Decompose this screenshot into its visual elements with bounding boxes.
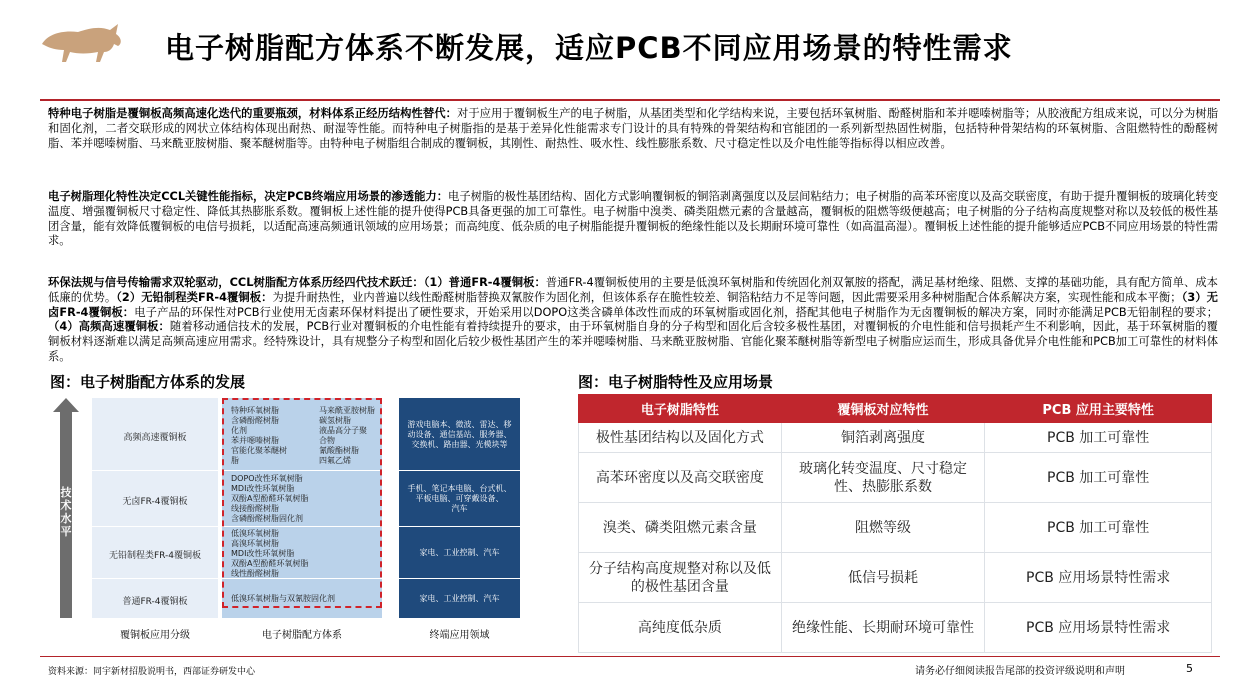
application-line: 交换机、路由器、光模块等: [411, 440, 508, 449]
paragraph-heading: 特种电子树脂是覆铜板高频高速化迭代的重要瓶颈，材料体系正经历结构性替代：: [48, 107, 457, 120]
table-cell: 分子结构高度规整对称以及低的极性基团含量: [579, 553, 782, 603]
formula-line: 官能化聚苯醚树: [231, 446, 287, 455]
paragraph-heading: 电子树脂理化特性决定CCL关键性能指标，决定PCB终端应用场景的渗透能力：: [48, 190, 449, 203]
table-cell: 高苯环密度以及高交联密度: [579, 453, 782, 503]
classification-lead-free: 无铅制程类FR-4覆铜板: [108, 551, 202, 561]
table-row: [579, 553, 1212, 603]
table-cell: 阻燃等级: [781, 503, 985, 553]
application-halogen-free: [401, 484, 518, 514]
formula-line: 氰酸酯树脂: [319, 446, 359, 455]
formula-line: MDI改性环氧树脂: [231, 549, 295, 558]
resin-formula-diagram: [48, 398, 524, 648]
formula-line: 双酚A型酚醛环氧树脂: [231, 559, 309, 568]
formula-line: 脂: [231, 456, 239, 465]
table-cell: PCB 应用场景特性需求: [985, 603, 1212, 653]
paragraph-resin-bottleneck: [48, 107, 1218, 151]
footer-formula: 电子树脂配方体系: [262, 630, 342, 641]
footer-source: 资料来源：同宇新材招股说明书，西部证券研发中心: [48, 667, 256, 677]
table-cell: 玻璃化转变温度、尺寸稳定性、热膨胀系数: [781, 453, 985, 503]
highlight-dashed-box: [222, 398, 382, 608]
application-line: 游戏电脑本、微波、雷达、移: [407, 420, 512, 429]
generation-3-label: （3）无卤FR-4覆铜板：: [48, 290, 1218, 319]
header-ccl-property: 覆铜板对应特性: [781, 395, 985, 423]
formula-line: 特种环氧树脂: [231, 406, 279, 415]
page-title: 电子树脂配方体系不断发展，适应PCB不同应用场景的特性需求: [165, 31, 1013, 65]
page-number: 5: [1186, 662, 1193, 675]
header-resin-property: 电子树脂特性: [579, 395, 782, 423]
table-row: [579, 503, 1212, 553]
formula-line: 线性酚醛树脂: [231, 569, 279, 578]
tech-level-label: 技术水平: [60, 486, 72, 538]
table-cell: 铜箔剥离强度: [781, 423, 985, 453]
generation-4-text: 随着移动通信技术的发展，PCB行业对覆铜板的介电性能有着持续提升的要求，由于环氧树脂自身的分子构型和固化后含较多极性基团，对覆铜板的介电性能和信号损耗产生不利影响，因此，基于环氧树脂的覆铜板材料逐渐难以满足高频高速应用需求。经特殊设计，具有规整分子构型和固化后较少极性基团产生的苯并噁嗪树脂、马来酰亚胺树脂、官能化聚苯醚树脂等新型电子树脂应运而生，形成具备优异介电性能和PCB加工可靠性的材料体系。: [48, 320, 1218, 363]
table-cell: 绝缘性能、长期耐环境可靠性: [781, 603, 985, 653]
footer-divider: [40, 656, 1220, 657]
classification-ordinary: 普通FR-4覆铜板: [122, 597, 188, 607]
paragraph-heading: 环保法规与信号传输需求双轮驱动，CCL树脂配方体系历经四代技术跃迁：: [48, 276, 424, 289]
table-row: [579, 603, 1212, 653]
formula-line: MDI改性环氧树脂: [231, 484, 295, 493]
formula-line: 液晶高分子聚: [319, 426, 367, 435]
table-row: [579, 453, 1212, 503]
footer-classification: 覆铜板应用分级: [120, 630, 190, 641]
application-line: 平板电脑、可穿戴设备、: [415, 494, 504, 503]
bull-logo-icon: [38, 22, 124, 66]
application-ordinary: [401, 594, 518, 604]
table-cell: PCB 加工可靠性: [985, 423, 1212, 453]
header-pcb-property: PCB 应用主要特性: [985, 395, 1212, 423]
table-cell: 溴类、磷类阻燃元素含量: [579, 503, 782, 553]
table-cell: 低信号损耗: [781, 553, 985, 603]
formula-line: 苯并噁嗪树脂: [231, 436, 279, 445]
formula-line: 四氟乙烯: [319, 456, 351, 465]
classification-halogen-free: 无卤FR-4覆铜板: [122, 497, 188, 507]
formula-line: 线接酚醛树脂: [231, 504, 279, 513]
formula-line: DOPO改性环氧树脂: [231, 474, 303, 483]
application-line: 家电、工业控制、汽车: [419, 594, 500, 603]
resin-properties-table: [578, 394, 1212, 653]
formula-line: 含磷酚醛树脂: [231, 416, 279, 425]
formula-line: 碳氢树脂: [319, 416, 351, 425]
application-line: 汽车: [451, 504, 468, 513]
formula-line: 马来酰亚胺树脂: [319, 406, 375, 415]
formula-line: 高溴环氧树脂: [231, 539, 279, 548]
application-high-frequency: [401, 420, 518, 450]
application-lead-free: [401, 548, 518, 558]
table-header-row: [579, 395, 1212, 423]
paragraph-body: 对于应用于覆铜板生产的电子树脂，从基团类型和化学结构来说，主要包括环氧树脂、酚醛树脂和苯并噁嗪树脂等；从胶液配方组成来说，可以分为树脂和固化剂，二者交联形成的网状立体结构体现出耐热、耐湿等性能。而特种电子树脂指的是基于差异化性能需求专门设计的具有特殊的骨架结构和官能团的一系列新型热固性树脂，包括特种骨架结构的环氧树脂、含阻燃特性的酚醛树脂、苯并噁嗪树脂、马来酰亚胺树脂、聚苯醚树脂等。由特种电子树脂组合制成的覆铜板，其刚性、耐热性、吸水性、线性膨胀系数、尺寸稳定性以及介电性能等指标得以相应改善。: [48, 107, 1218, 150]
paragraph-resin-properties: [48, 190, 1218, 249]
generation-2-label: （2）无铅制程类FR-4覆铜板：: [116, 290, 273, 304]
generation-1-label: （1）普通FR-4覆铜板：: [423, 276, 546, 289]
table-cell: PCB 加工可靠性: [985, 453, 1212, 503]
paragraph-four-generations: [48, 276, 1218, 365]
left-figure-caption: 图：电子树脂配方体系的发展: [50, 373, 246, 391]
formula-line: 含磷酚醛树脂固化剂: [231, 514, 303, 523]
table-cell: 极性基团结构以及固化方式: [579, 423, 782, 453]
table-cell: PCB 加工可靠性: [985, 503, 1212, 553]
application-line: 家电、工业控制、汽车: [419, 548, 500, 557]
right-figure-caption: 图：电子树脂特性及应用场景: [578, 373, 774, 391]
table-cell: PCB 应用场景特性需求: [985, 553, 1212, 603]
formula-line: 合物: [319, 436, 335, 445]
footer-disclaimer: 请务必仔细阅读报告尾部的投资评级说明和声明: [915, 666, 1125, 677]
formula-line: 低溴环氧树脂: [231, 529, 279, 538]
generation-3-text: 电子产品的环保性对PCB行业使用无卤素环保材料提出了硬性要求，开始采用以DOPO这类含磷单体改性而成的环氧树脂或固化剂，搭配其他电子树脂作为无卤覆铜板的解决方案，同时亦能满足PCB无铅制程的要求；: [134, 305, 1218, 319]
formula-line: 低溴环氧树脂与双氰胺固化剂: [231, 594, 335, 603]
paragraph-body: 电子树脂的极性基团结构、固化方式影响覆铜板的铜箔剥离强度以及层间粘结力；电子树脂的高苯环密度以及高交联密度，有助于提升覆铜板的玻璃化转变温度、增强覆铜板尺寸稳定性、降低其热膨胀系数。覆铜板上述性能的提升使得PCB具备更强的加工可靠性。电子树脂中溴类、磷类阻燃元素的含量越高，覆铜板的阻燃等级便越高；电子树脂的分子结构高度规整对称以及较低的极性基团含量，能有效降低覆铜板的电信号损耗，以适配高速高频通讯领域的应用场景；而高纯度、低杂质的电子树脂能提升覆铜板的绝缘性能以及长期耐环境可靠性（如高温高湿）。覆铜板上述性能的提升能够适应PCB不同应用场景的特性需求。: [48, 190, 1219, 248]
formula-line: 化剂: [231, 426, 247, 435]
application-line: 动设备、通信基站、服务器、: [407, 430, 512, 439]
generation-1-text: 普通FR-4覆铜板使用的主要是低溴环氧树脂和传统固化剂双氰胺的搭配，满足基材绝缘、阻燃、支撑的基础功能，具有配方简单、成本低廉的优势。: [48, 276, 1218, 304]
classification-high-frequency: 高频高速覆铜板: [123, 433, 187, 443]
application-line: 手机、笔记本电脑、台式机、: [407, 484, 512, 493]
table-cell: 高纯度低杂质: [579, 603, 782, 653]
generation-2-text: 为提升耐热性，业内普遍以线性酚醛树脂替换双氰胺作为固化剂，但该体系存在脆性较差、铜箔粘结力不足等问题，因此需要采用多种树脂配合体系解决方案，实现性能和成本平衡；: [272, 290, 1182, 304]
footer-application: 终端应用领域: [429, 630, 490, 641]
title-divider: [40, 99, 1220, 101]
generation-4-label: （4）高频高速覆铜板：: [48, 320, 170, 334]
formula-line: 双酚A型酚醛环氧树脂: [231, 494, 309, 503]
table-row: [579, 423, 1212, 453]
